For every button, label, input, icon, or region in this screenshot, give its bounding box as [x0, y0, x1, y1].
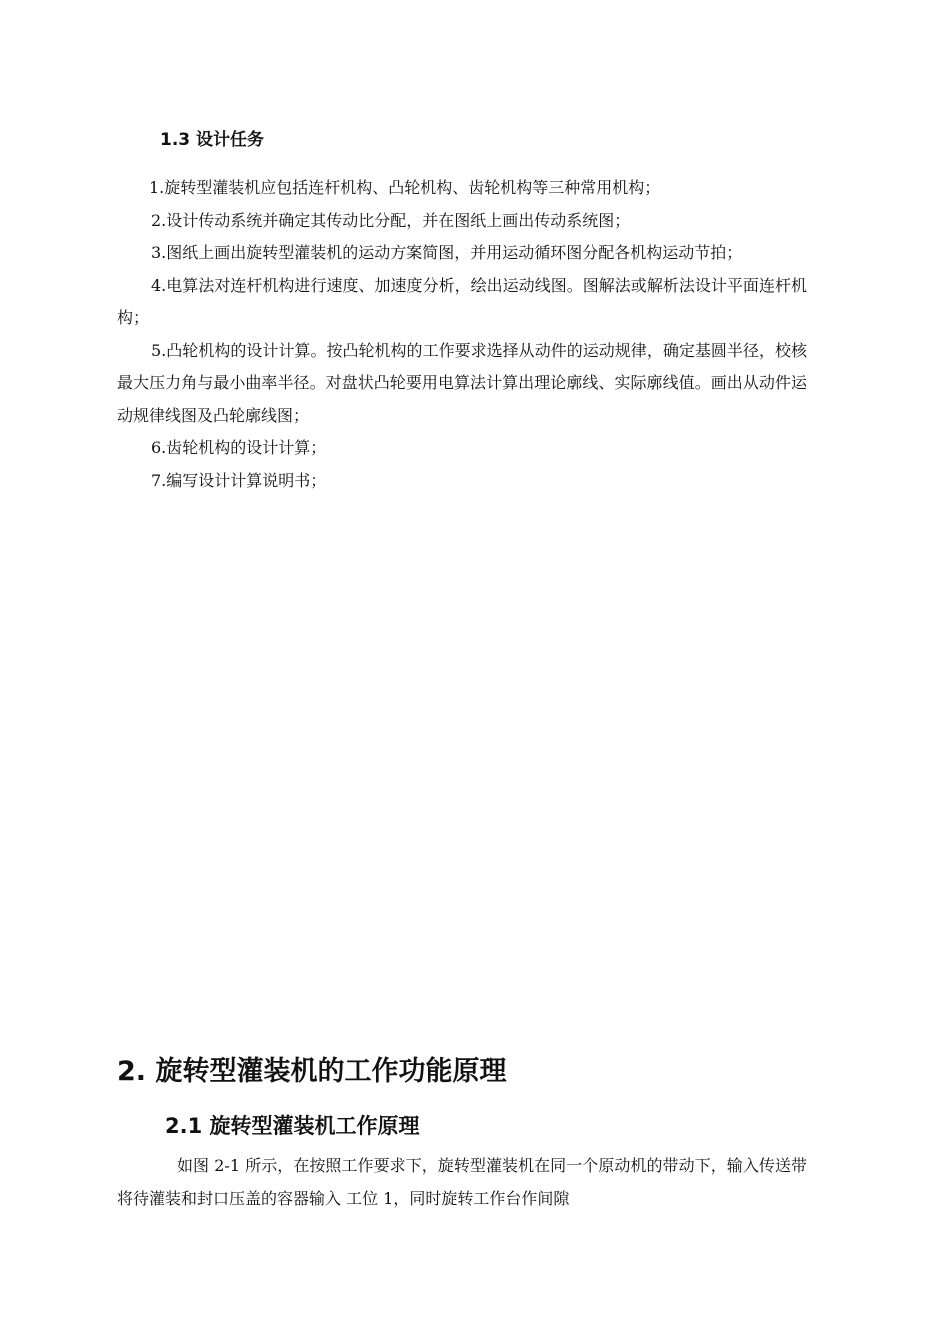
task-item-2: 2.设计传动系统并确定其传动比分配，并在图纸上画出传动系统图； — [151, 210, 631, 230]
task-item-6: 6.齿轮机构的设计计算； — [151, 438, 327, 457]
task-item-4: 4.电算法对连杆机构进行速度、加速度分析，绘出运动线图。图解法或解析法设计平面连杆机构； — [117, 275, 807, 327]
section-heading-1-3: 1.3 设计任务 — [160, 130, 265, 150]
working-principle-paragraph: 如图 2-1 所示，在按照工作要求下，旋转型灌装机在同一个原动机的带动下，输入传送带将待灌装和封口压盖的容器输入 工位 1，同时旋转工作台作间隙 — [117, 1156, 807, 1208]
task-item-1: 1.旋转型灌装机应包括连杆机构、凸轮机构、齿轮机构等三种常用机构； — [149, 178, 661, 197]
section-heading-2-1: 2.1 旋转型灌装机工作原理 — [165, 1114, 420, 1138]
chapter-heading-2: 2. 旋转型灌装机的工作功能原理 — [117, 1056, 507, 1087]
task-item-7: 7.编写设计计算说明书； — [151, 470, 327, 490]
task-item-3: 3.图纸上画出旋转型灌装机的运动方案简图，并用运动循环图分配各机构运动节拍； — [151, 243, 743, 262]
task-item-5: 5.凸轮机构的设计计算。按凸轮机构的工作要求选择从动件的运动规律，确定基圆半径，校核最大压力角与最小曲率半径。对盘状凸轮要用电算法计算出理论廓线、实际廓线值。画出从动件运动规律线图及凸轮廓线图； — [117, 340, 807, 425]
design-task-list — [117, 172, 807, 497]
